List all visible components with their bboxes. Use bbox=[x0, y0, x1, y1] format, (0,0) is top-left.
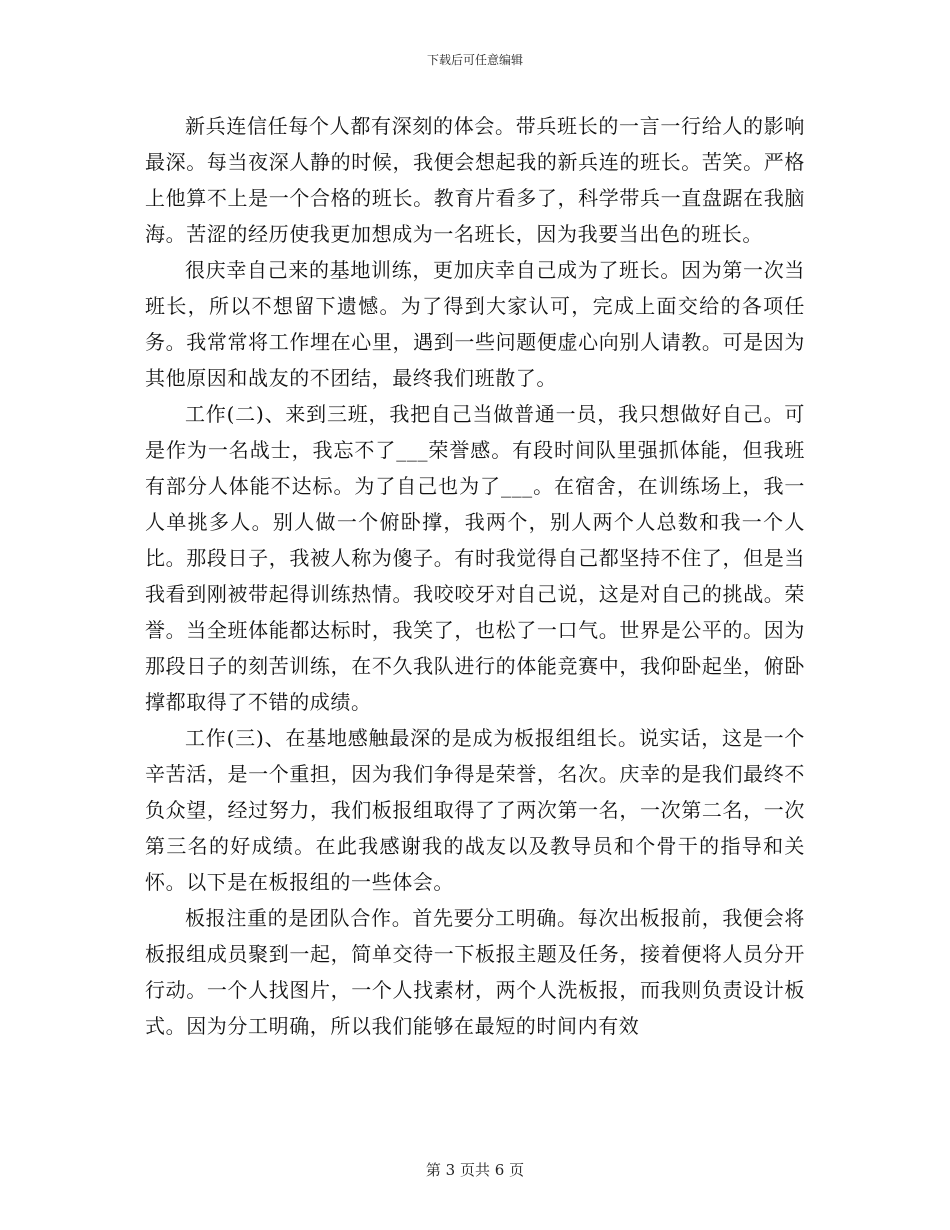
paragraph-2: 很庆幸自己来的基地训练，更加庆幸自己成为了班长。因为第一次当班长，所以不想留下遗憾。为了得到大家认可，完成上面交给的各项任务。我常常将工作埋在心里，遇到一些问题便虚心向别人请教。可是因为其他原因和战友的不团结，最终我们班散了。 bbox=[145, 258, 805, 390]
paragraph-4: 工作(三)、在基地感触最深的是成为板报组组长。说实话，这是一个辛苦活，是一个重担，因为我们争得是荣誉，名次。庆幸的是我们最终不负众望，经过努力，我们板报组取得了了两次第一名，一次第二名，一次第三名的好成绩。在此我感谢我的战友以及教导员和个骨干的指导和关怀。以下是在板报组的一些体会。 bbox=[145, 726, 805, 894]
paragraph-5: 板报注重的是团队合作。首先要分工明确。每次出板报前，我便会将板报组成员聚到一起，简单交待一下板报主题及任务，接着便将人员分开行动。一个人找图片，一个人找素材，两个人洗板报，而我则负责设计板式。因为分工明确，所以我们能够在最短的时间内有效 bbox=[145, 906, 805, 1038]
page-header-note: 下载后可任意编辑 bbox=[426, 53, 523, 67]
paragraph-1: 新兵连信任每个人都有深刻的体会。带兵班长的一言一行给人的影响最深。每当夜深人静的时候，我便会想起我的新兵连的班长。苦笑。严格上他算不上是一个合格的班长。教育片看多了，科学带兵一直盘踞在我脑海。苦涩的经历使我更加想成为一名班长，因为我要当出色的班长。 bbox=[145, 114, 805, 246]
document-body bbox=[145, 108, 805, 1044]
page-number: 第 3 页共 6 页 bbox=[425, 1161, 525, 1179]
paragraph-3: 工作(二)、来到三班，我把自己当做普通一员，我只想做好自己。可是作为一名战士，我忘不了___荣誉感。有段时间队里强抓体能，但我班有部分人体能不达标。为了自己也为了___。在宿舍，在训练场上，我一人单挑多人。别人做一个俯卧撑，我两个，别人两个人总数和我一个人比。那段日子，我被人称为傻子。有时我觉得自己都坚持不住了，但是当我看到刚被带起得训练热情。我咬咬牙对自己说，这是对自己的挑战。荣誉。当全班体能都达标时，我笑了，也松了一口气。世界是公平的。因为那段日子的刻苦训练，在不久我队进行的体能竞赛中，我仰卧起坐，俯卧撑都取得了不错的成绩。 bbox=[145, 402, 805, 714]
